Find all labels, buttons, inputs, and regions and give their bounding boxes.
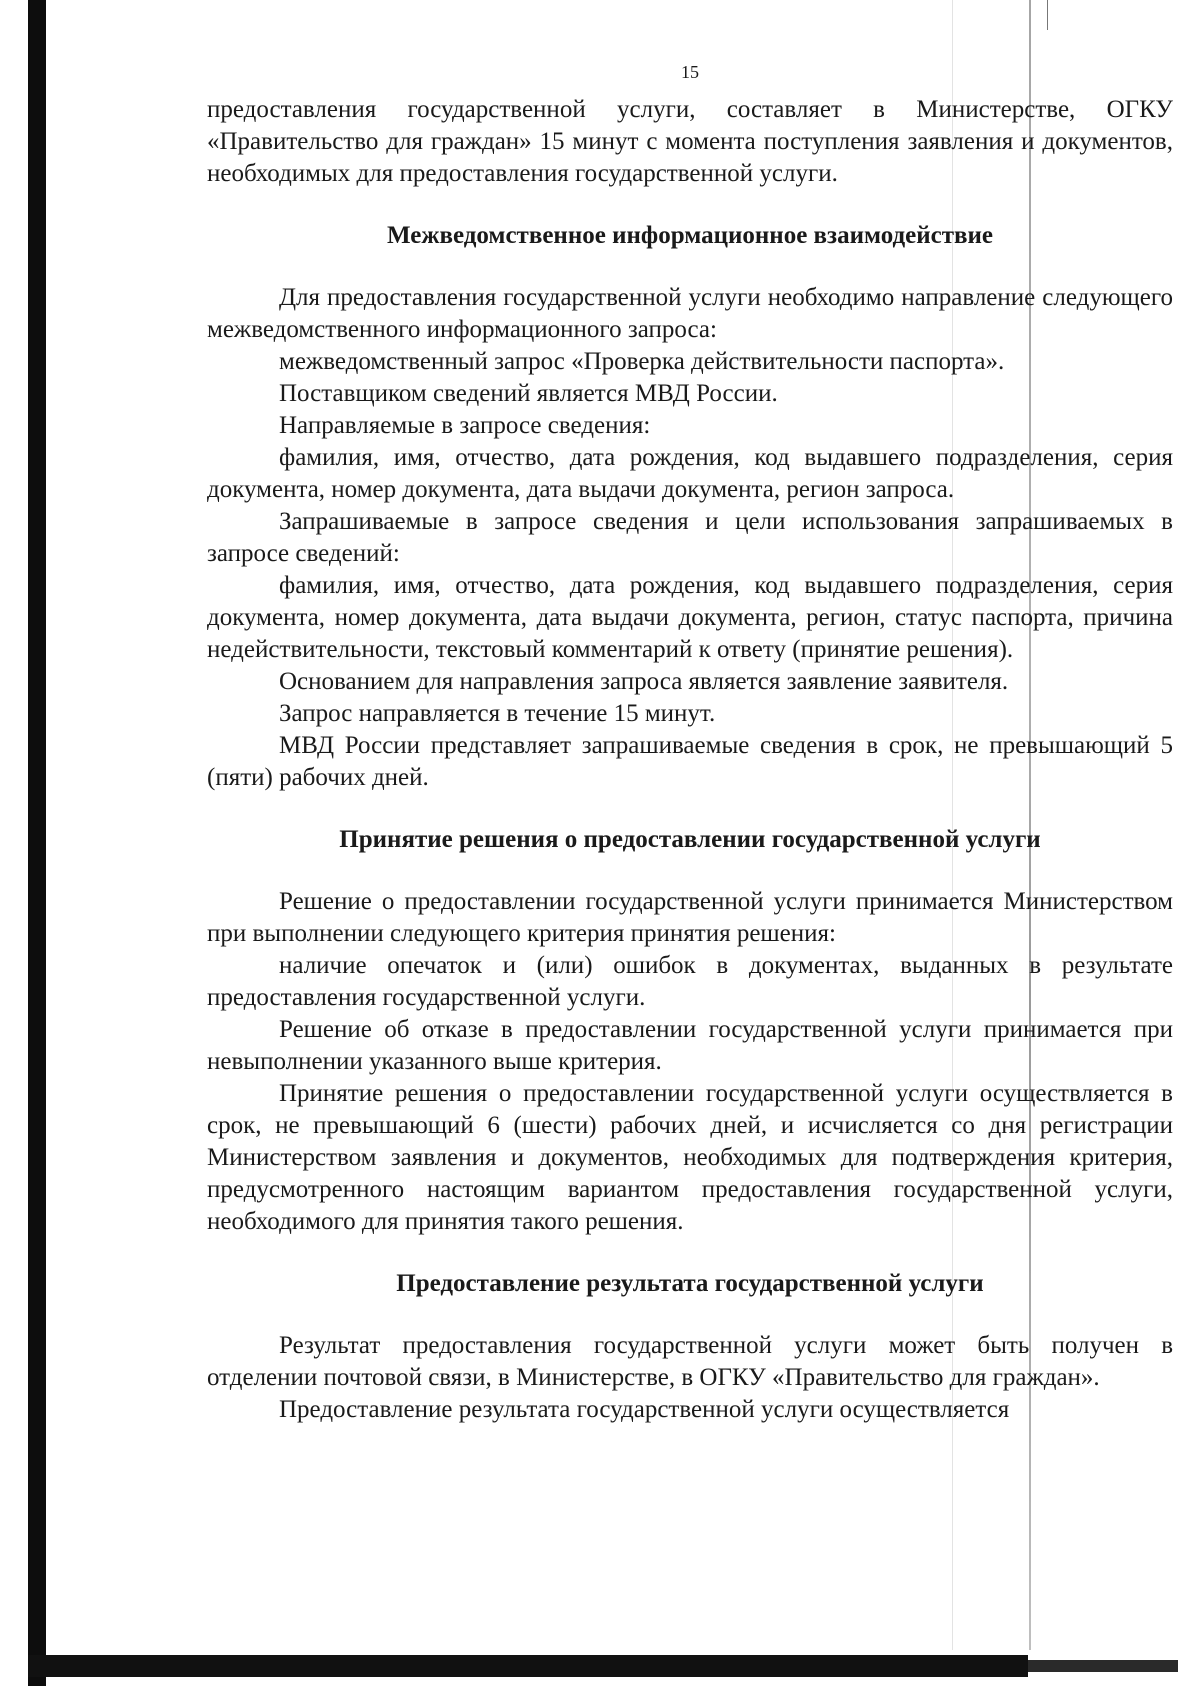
paragraph: фамилия, имя, отчество, дата рождения, код выдавшего подразделения, серия документа, номер документа, дата выдачи документа, регион запроса. [207, 444, 1173, 503]
paragraph: Поставщиком сведений является МВД России. [279, 380, 778, 407]
scan-left-border [28, 0, 46, 1686]
intro-paragraph: предоставления государственной услуги, составляет в Министерстве, ОГКУ «Правительство для граждан» 15 минут с момента поступления заявления и документов, необходимых для предоставления государственной услуги. [207, 96, 1173, 187]
paragraph: Результат предоставления государственной услуги может быть получен в отделении почтовой связи, в Министерстве, в ОГКУ «Правительство для граждан». [207, 1332, 1173, 1391]
page-number: 15 [681, 62, 699, 82]
paragraph: фамилия, имя, отчество, дата рождения, код выдавшего подразделения, серия документа, номер документа, дата выдачи документа, регион, статус паспорта, причина недействительности, текстовый комментарий к ответу (принятие решения). [207, 572, 1173, 663]
scan-fold-mark [1047, 0, 1048, 30]
paragraph: Предоставление результата государственной услуги осуществляется [279, 1396, 1010, 1423]
paragraph: Решение об отказе в предоставлении государственной услуги принимается при невыполнении указанного выше критерия. [207, 1016, 1173, 1075]
section-heading-interagency: Межведомственное информационное взаимодействие [387, 222, 993, 249]
section-heading-result: Предоставление результата государственной услуги [396, 1270, 984, 1297]
section-heading-decision: Принятие решения о предоставлении государственной услуги [339, 826, 1041, 853]
paragraph: Запрашиваемые в запросе сведения и цели использования запрашиваемых в запросе сведений: [207, 508, 1173, 567]
paragraph: Принятие решения о предоставлении государственной услуги осуществляется в срок, не превышающий 6 (шести) рабочих дней, и исчисляется со дня регистрации Министерством заявления и документов, необходимых для подтверждения критерия, предусмотренного настоящим вариантом предоставления государственной услуги, необходимого для принятия такого решения. [207, 1080, 1173, 1235]
paragraph: Направляемые в запросе сведения: [279, 412, 651, 439]
scan-bottom-border-thin [1028, 1660, 1178, 1672]
paragraph: Основанием для направления запроса является заявление заявителя. [279, 668, 1009, 695]
paragraph: Решение о предоставлении государственной услуги принимается Министерством при выполнении следующего критерия принятия решения: [207, 888, 1173, 947]
paragraph: межведомственный запрос «Проверка действительности паспорта». [279, 348, 1005, 375]
paragraph: Для предоставления государственной услуги необходимо направление следующего межведомственного информационного запроса: [207, 284, 1173, 343]
scan-bottom-border [28, 1655, 1028, 1677]
document-page [207, 60, 1173, 1426]
paragraph: наличие опечаток и (или) ошибок в документах, выданных в результате предоставления государственной услуги. [207, 952, 1173, 1011]
paragraph: Запрос направляется в течение 15 минут. [279, 700, 716, 727]
paragraph: МВД России представляет запрашиваемые сведения в срок, не превышающий 5 (пяти) рабочих дней. [207, 732, 1173, 791]
